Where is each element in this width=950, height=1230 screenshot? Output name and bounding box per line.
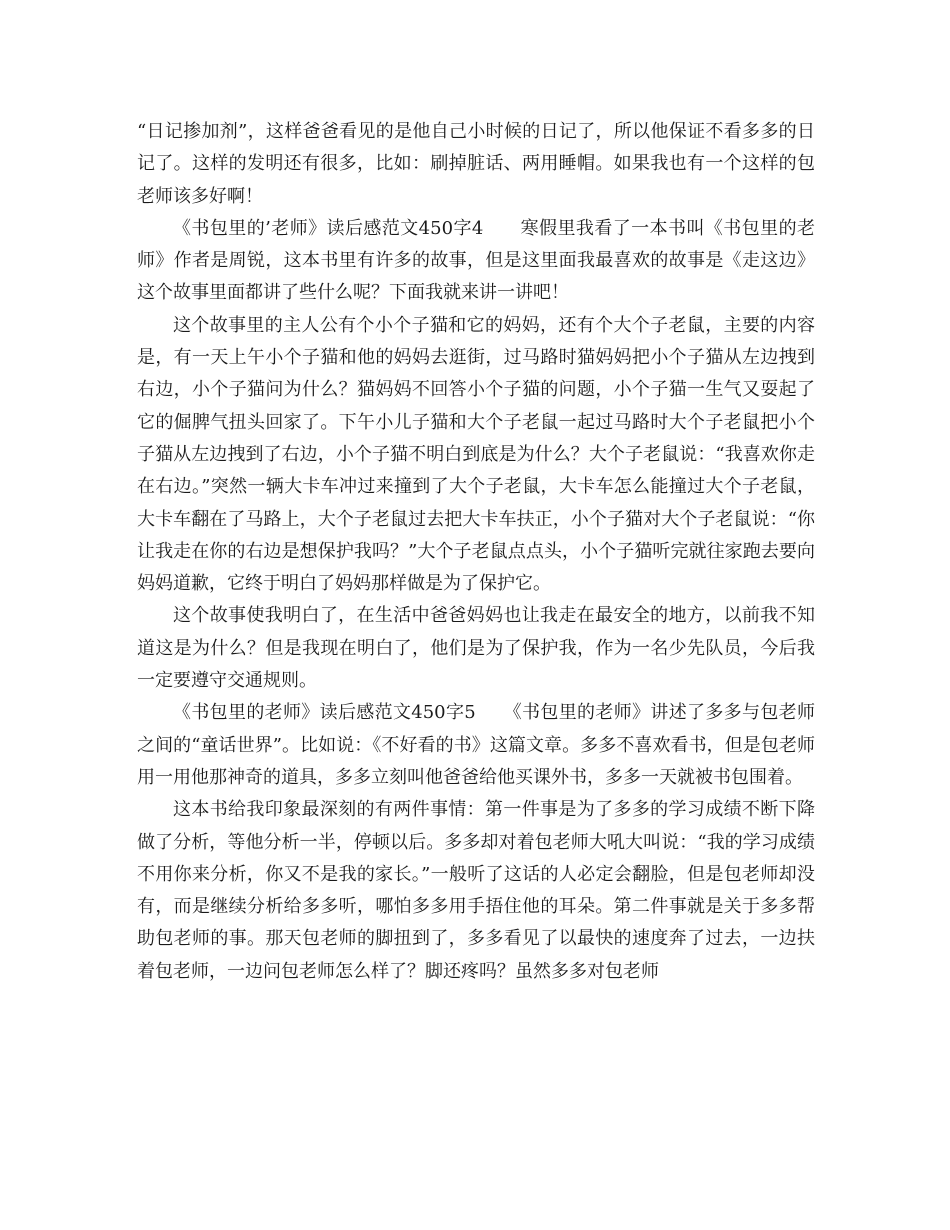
paragraph: 这本书给我印象最深刻的有两件事情：第一件事是为了多多的学习成绩不断下降做了分析，等他分析一半，停顿以后。多多却对着包老师大吼大叫说：“我的学习成绩不用你来分析，你又不是我的家长。”一般听了这话的人必定会翻脸，但是包老师却没有，而是继续分析给多多听，哪怕多多用手捂住他的耳朵。第二件事就是关于多多帮助包老师的事。那天包老师的脚扭到了，多多看见了以最快的速度奔了过去，一边扶着包老师，一边问包老师怎么样了？脚还疼吗？虽然多多对包老师 — [137, 799, 815, 982]
document-body — [137, 116, 815, 988]
paragraph-continued: “日记掺加剂”，这样爸爸看见的是他自己小时候的日记了，所以他保证不看多多的日记了。这样的发明还有很多，比如：刷掉脏话、两用睡帽。如果我也有一个这样的包老师该多好啊！ — [137, 121, 815, 207]
paragraph: 这个故事使我明白了，在生活中爸爸妈妈也让我走在最安全的地方，以前我不知道这是为什么？但是我现在明白了，他们是为了保护我，作为一名少先队员，今后我一定要遵守交通规则。 — [137, 605, 815, 692]
paragraph: 《书包里的老师》读后感范文450字5 《书包里的老师》讲述了多多与包老师之间的“童话世界”。比如说：《不好看的书》这篇文章。多多不喜欢看书，但是包老师用一用他那神奇的道具，多多立刻叫他爸爸给他买课外书，多多一天就被书包围着。 — [137, 702, 815, 788]
paragraph: 《书包里的’老师》读后感范文450字4 寒假里我看了一本书叫《书包里的老师》作者是周锐，这本书里有许多的故事，但是这里面我最喜欢的故事是《走这边》这个故事里面都讲了些什么呢？下面我就来讲一讲吧！ — [137, 217, 815, 304]
paragraph: 这个故事里的主人公有个小个子猫和它的妈妈，还有个大个子老鼠，主要的内容是，有一天上午小个子猫和他的妈妈去逛街，过马路时猫妈妈把小个子猫从左边拽到右边，小个子猫问为什么？猫妈妈不回答小个子猫的问题，小个子猫一生气又耍起了它的倔脾气扭头回家了。下午小儿子猫和大个子老鼠一起过马路时大个子老鼠把小个子猫从左边拽到了右边，小个子猫不明白到底是为什么？大个子老鼠说：“我喜欢你走在右边。”突然一辆大卡车冲过来撞到了大个子老鼠，大卡车怎么能撞过大个子老鼠，大卡车翻在了马路上，大个子老鼠过去把大卡车扶正，小个子猫对大个子老鼠说：“你让我走在你的右边是想保护我吗？”大个子老鼠点点头，小个子猫听完就往家跑去要向妈妈道歉，它终于明白了妈妈那样做是为了保护它。 — [137, 314, 815, 595]
